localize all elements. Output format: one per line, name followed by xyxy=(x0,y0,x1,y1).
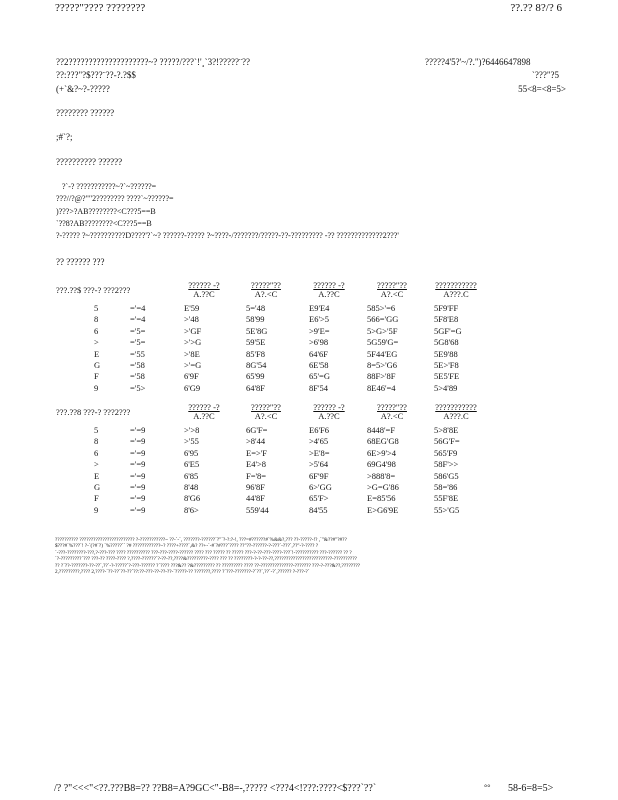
table-cell: 5F44'EG xyxy=(367,348,398,359)
table-cell: E>G6'9E xyxy=(367,504,399,515)
table-cell: 65'99 xyxy=(246,371,265,382)
table-cell: E6'>5 xyxy=(309,314,330,325)
section-text-1: ;#`?; xyxy=(56,132,73,142)
table-header xyxy=(54,281,484,303)
table-label: ???.??$ ???-? ???2??? xyxy=(56,285,131,295)
column-header: ?????? -? A.??C xyxy=(188,402,220,421)
table-cell: >G=G'86 xyxy=(367,481,399,492)
data-table-1 xyxy=(54,281,484,394)
table-cell: F xyxy=(94,493,99,504)
table-cell: ='58 xyxy=(130,359,145,370)
column-header: ?????"?? A?.<C xyxy=(251,280,281,299)
table-cell: 5>4'89 xyxy=(434,382,458,393)
table-cell: >'55 xyxy=(184,436,199,447)
table-cell: 8'G6 xyxy=(184,493,201,504)
column-header: ?????? -? A.??C xyxy=(188,280,220,299)
column-header: ?????? -? A.??C xyxy=(313,402,345,421)
table-cell: ='=9 xyxy=(130,447,146,458)
column-header: ??????????? A???.C xyxy=(435,402,477,421)
footnote-line: $???#`%???`! ?-`(?#`?) `%?????`` ?# ????????????~? ????+????`,&? ??+-`-#`?#???`???? ??"??-??????-?-???`-???`,??"-?-???? ? xyxy=(55,543,319,550)
table-cell: E=85'56 xyxy=(367,493,396,504)
table-row xyxy=(54,471,484,482)
table-cell: 55>'G5 xyxy=(434,504,460,515)
table-cell: 8G'54 xyxy=(246,359,267,370)
table-cell: ='=9 xyxy=(130,470,146,481)
table-cell: 5G8'68 xyxy=(434,337,459,348)
table-cell: G xyxy=(94,359,101,370)
table-cell: 56G'F= xyxy=(434,436,460,447)
table-cell: F xyxy=(94,371,99,382)
table-cell: 6E>9'>4 xyxy=(367,447,397,458)
table-row xyxy=(54,337,484,348)
table-row xyxy=(54,383,484,394)
table-row xyxy=(54,482,484,493)
table-cell: 5F9'FF xyxy=(434,303,459,313)
table-cell: >888'8= xyxy=(367,470,396,481)
table-cell: >'GF xyxy=(184,325,202,336)
table-cell: 5E'8G xyxy=(246,325,268,336)
table-row xyxy=(54,349,484,360)
table-cell: 5 xyxy=(94,425,99,435)
column-header: ?????"?? A?.<C xyxy=(377,280,407,299)
table-cell: E6'F6 xyxy=(309,425,329,435)
table-cell: 5>8'8E xyxy=(434,425,459,435)
address-contact-1: ?????4'5?'~/?.")?6446647898 xyxy=(425,57,531,67)
column-header: ?????? -? A.??C xyxy=(313,280,345,299)
table-cell: >E'8= xyxy=(309,447,330,458)
table-row xyxy=(54,436,484,447)
table-cell: >8'44 xyxy=(246,436,266,447)
section-line: ?-????? ?~??????????D????'?`~? ??????-????? ?~????-/???????/?????-??-????????? -?? ?????????????2???' xyxy=(56,231,399,240)
table-cell: >'>G xyxy=(184,337,202,348)
table-cell: >'8E xyxy=(184,348,200,359)
table-cell: 6 xyxy=(94,325,99,336)
table-cell: 58F'>> xyxy=(434,459,459,470)
document-header-page: ??.?? 8?/? 6 xyxy=(510,2,562,14)
table-cell: G xyxy=(94,481,101,492)
table-cell: 585>'=6 xyxy=(367,303,396,313)
table-row xyxy=(54,493,484,504)
table-cell: 8'48 xyxy=(184,481,199,492)
footer-code: 58-6=8=5> xyxy=(508,783,554,794)
table-cell: 44'8F xyxy=(246,493,266,504)
section-line: ???//?@?""2???????? ????`~??????= xyxy=(56,194,174,203)
table-cell: 88F>'8F xyxy=(367,371,396,382)
table-row xyxy=(54,425,484,436)
table-cell: ='=4 xyxy=(130,314,146,325)
table-cell: >'48 xyxy=(184,314,199,325)
footer-dots: °° xyxy=(484,783,491,792)
address-line-3: (+`&?~?-????? xyxy=(56,84,110,94)
table-cell: 8448'=F xyxy=(367,425,396,435)
table-cell: 8=5>'G6 xyxy=(367,359,398,370)
table-cell: ='55 xyxy=(130,348,145,359)
table-cell: ='=9 xyxy=(130,504,146,515)
column-header: ??????????? A???.C xyxy=(435,280,477,299)
document-header-title: ?????"???? ???????? xyxy=(55,2,146,14)
section-heading-3: ?? ?????? ??? xyxy=(56,257,105,267)
table-cell: 58='86 xyxy=(434,481,458,492)
table-cell: ='=9 xyxy=(130,493,146,504)
footnotes xyxy=(55,537,575,575)
table-cell: 8 xyxy=(94,436,99,447)
table-cell: >5'64 xyxy=(309,459,329,470)
table-cell: 84'55 xyxy=(309,504,328,515)
table-cell: ='=4 xyxy=(130,303,146,313)
table-cell: 566='GG xyxy=(367,314,399,325)
table-cell: 69G4'98 xyxy=(367,459,396,470)
footnote-line: `-???-????????-???,?-???-??? ???? ?????????? ???-???-????-?????? ???? ??? ????? ?? ????? ???-?-??-???-????-???`!-?????????? ???-?????? ?? ? xyxy=(55,549,352,556)
table-row xyxy=(54,448,484,459)
table-row xyxy=(54,371,484,382)
table-cell: 58'99 xyxy=(246,314,265,325)
table-cell: 6'G9 xyxy=(184,382,201,393)
table-label: ???.??8 ???-? ???2??? xyxy=(56,407,131,417)
footnote-line: ?????????? ???????????????????????? ?-???????????~ ??-`-`, ???????-??????`?"`?-?:?-!, ???=#??????#`%&&?,??? ??-?????-!? ,`"&??#"?#?? xyxy=(55,537,347,543)
table-cell: E=>'F xyxy=(246,447,268,458)
table-cell: >9'E= xyxy=(309,325,330,336)
table-cell: 5G59'G= xyxy=(367,337,399,348)
table-cell: 55F'8E xyxy=(434,493,459,504)
table-cell: 559'44 xyxy=(246,504,269,515)
table-cell: 565'F9 xyxy=(434,447,458,458)
table-cell: E9'E4 xyxy=(309,303,330,313)
table-cell: 68EG'G8 xyxy=(367,436,399,447)
table-cell: 5F8'E8 xyxy=(434,314,459,325)
table-cell: 586'G5 xyxy=(434,470,459,481)
section-line: )???>?AB????????<C???5==B xyxy=(56,207,156,216)
table-row xyxy=(54,326,484,337)
table-cell: 85'F8 xyxy=(246,348,266,359)
table-cell: > xyxy=(94,459,99,470)
table-cell: E xyxy=(94,470,100,481)
table-row xyxy=(54,459,484,470)
table-cell: 64'6F xyxy=(309,348,329,359)
table-cell: ='5= xyxy=(130,337,146,348)
section-line: `??8?AB????????<C???5==B xyxy=(56,219,152,228)
data-table-2 xyxy=(54,403,484,516)
table-cell: 65'=G xyxy=(309,371,330,382)
table-cell: 6G'F= xyxy=(246,425,268,435)
table-cell: >'=G xyxy=(184,359,202,370)
table-header xyxy=(54,403,484,425)
footnote-line: `?-?????????`??? ???-?? ????-???? ?,????-??????`?-??-??,????&?????????-???? ??? ?? ????????-?-?-??-??,?????????????????????????-?????????? xyxy=(55,556,357,563)
table-cell: ='=9 xyxy=(130,481,146,492)
address-contact-3: 55<8=<8=5> xyxy=(518,84,566,94)
table-cell: 6'95 xyxy=(184,447,199,458)
address-contact-2: `???"?5 xyxy=(531,70,559,80)
table-cell: 5E5'FE xyxy=(434,371,460,382)
footnote-line: ?? ?`??-???????-??-??`,??`-?-?????`?-???-?????? ?`???? ???&?? ?&????????? ?? ????????? ???? ??-??????????????-??????? ???-?-???&??,???????? xyxy=(55,562,360,569)
table-cell: ='=9 xyxy=(130,459,146,470)
table-cell: ='58 xyxy=(130,371,145,382)
table-cell: 6'9F xyxy=(184,371,199,382)
table-cell: 6E'58 xyxy=(309,359,329,370)
address-line-2: ??:???"?$???¨??-?.?$$ xyxy=(56,70,136,80)
column-header: ?????"?? A?.<C xyxy=(377,402,407,421)
table-cell: 5GF'=G xyxy=(434,325,462,336)
table-cell: 6'85 xyxy=(184,470,199,481)
table-cell: ='=9 xyxy=(130,425,146,435)
table-cell: 59'5E xyxy=(246,337,266,348)
table-cell: 5E9'88 xyxy=(434,348,458,359)
table-cell: > xyxy=(94,337,99,348)
table-cell: 6'E5 xyxy=(184,459,200,470)
table-cell: ='5> xyxy=(130,382,146,393)
table-cell: >'>8 xyxy=(184,425,200,435)
address-line-1: ??2????????????????????~? ?????/???`!'¸`3?!?????¨?? xyxy=(56,57,251,67)
table-cell: 8E46'=4 xyxy=(367,382,396,393)
table-cell: 5E>'F8 xyxy=(434,359,459,370)
table-cell: >6'98 xyxy=(309,337,329,348)
table-cell: 6F'9F xyxy=(309,470,329,481)
section-heading-1: ???????? ?????? xyxy=(56,108,115,118)
table-cell: E xyxy=(94,348,100,359)
table-cell: >4'65 xyxy=(309,436,329,447)
table-cell: 8F'54 xyxy=(309,382,329,393)
table-cell: F='8= xyxy=(246,470,267,481)
table-cell: 5 xyxy=(94,303,99,313)
table-cell: 96'8F xyxy=(246,481,266,492)
section-line: ?`-? ???????????~?`~??????= xyxy=(62,182,157,191)
table-cell: ='=9 xyxy=(130,436,146,447)
table-cell: 9 xyxy=(94,504,99,515)
table-cell: 8 xyxy=(94,314,99,325)
table-cell: 6>'GG xyxy=(309,481,332,492)
section-heading-2: ?????????? ?????? xyxy=(56,157,123,167)
footnote-line: 2,?????????,???? 2,????-`??-??`??-??`??:??-???-??-??-??-`?????-?? ???????,???? ?`???-???????-?`??`,??`-?`,?????? ?-???-?` xyxy=(55,569,310,576)
table-cell: E'59 xyxy=(184,303,200,313)
table-row xyxy=(54,505,484,516)
footer-text: /? ?"<<<"<??.???B8=?? ??B8=A?9GC<"-B8=-,????? <???4<!???:????<$???`??` xyxy=(54,783,377,794)
table-cell: 5>G>'5F xyxy=(367,325,398,336)
table-row xyxy=(54,303,484,314)
table-cell: 65'F> xyxy=(309,493,329,504)
table-cell: 9 xyxy=(94,382,99,393)
table-row xyxy=(54,360,484,371)
table-row xyxy=(54,314,484,325)
table-cell: 64'8F xyxy=(246,382,266,393)
table-cell: ='5= xyxy=(130,325,146,336)
column-header: ?????"?? A?.<C xyxy=(251,402,281,421)
table-cell: 6 xyxy=(94,447,99,458)
table-cell: E4'>8 xyxy=(246,459,267,470)
table-cell: 5='48 xyxy=(246,303,266,313)
table-cell: 8'6> xyxy=(184,504,199,515)
